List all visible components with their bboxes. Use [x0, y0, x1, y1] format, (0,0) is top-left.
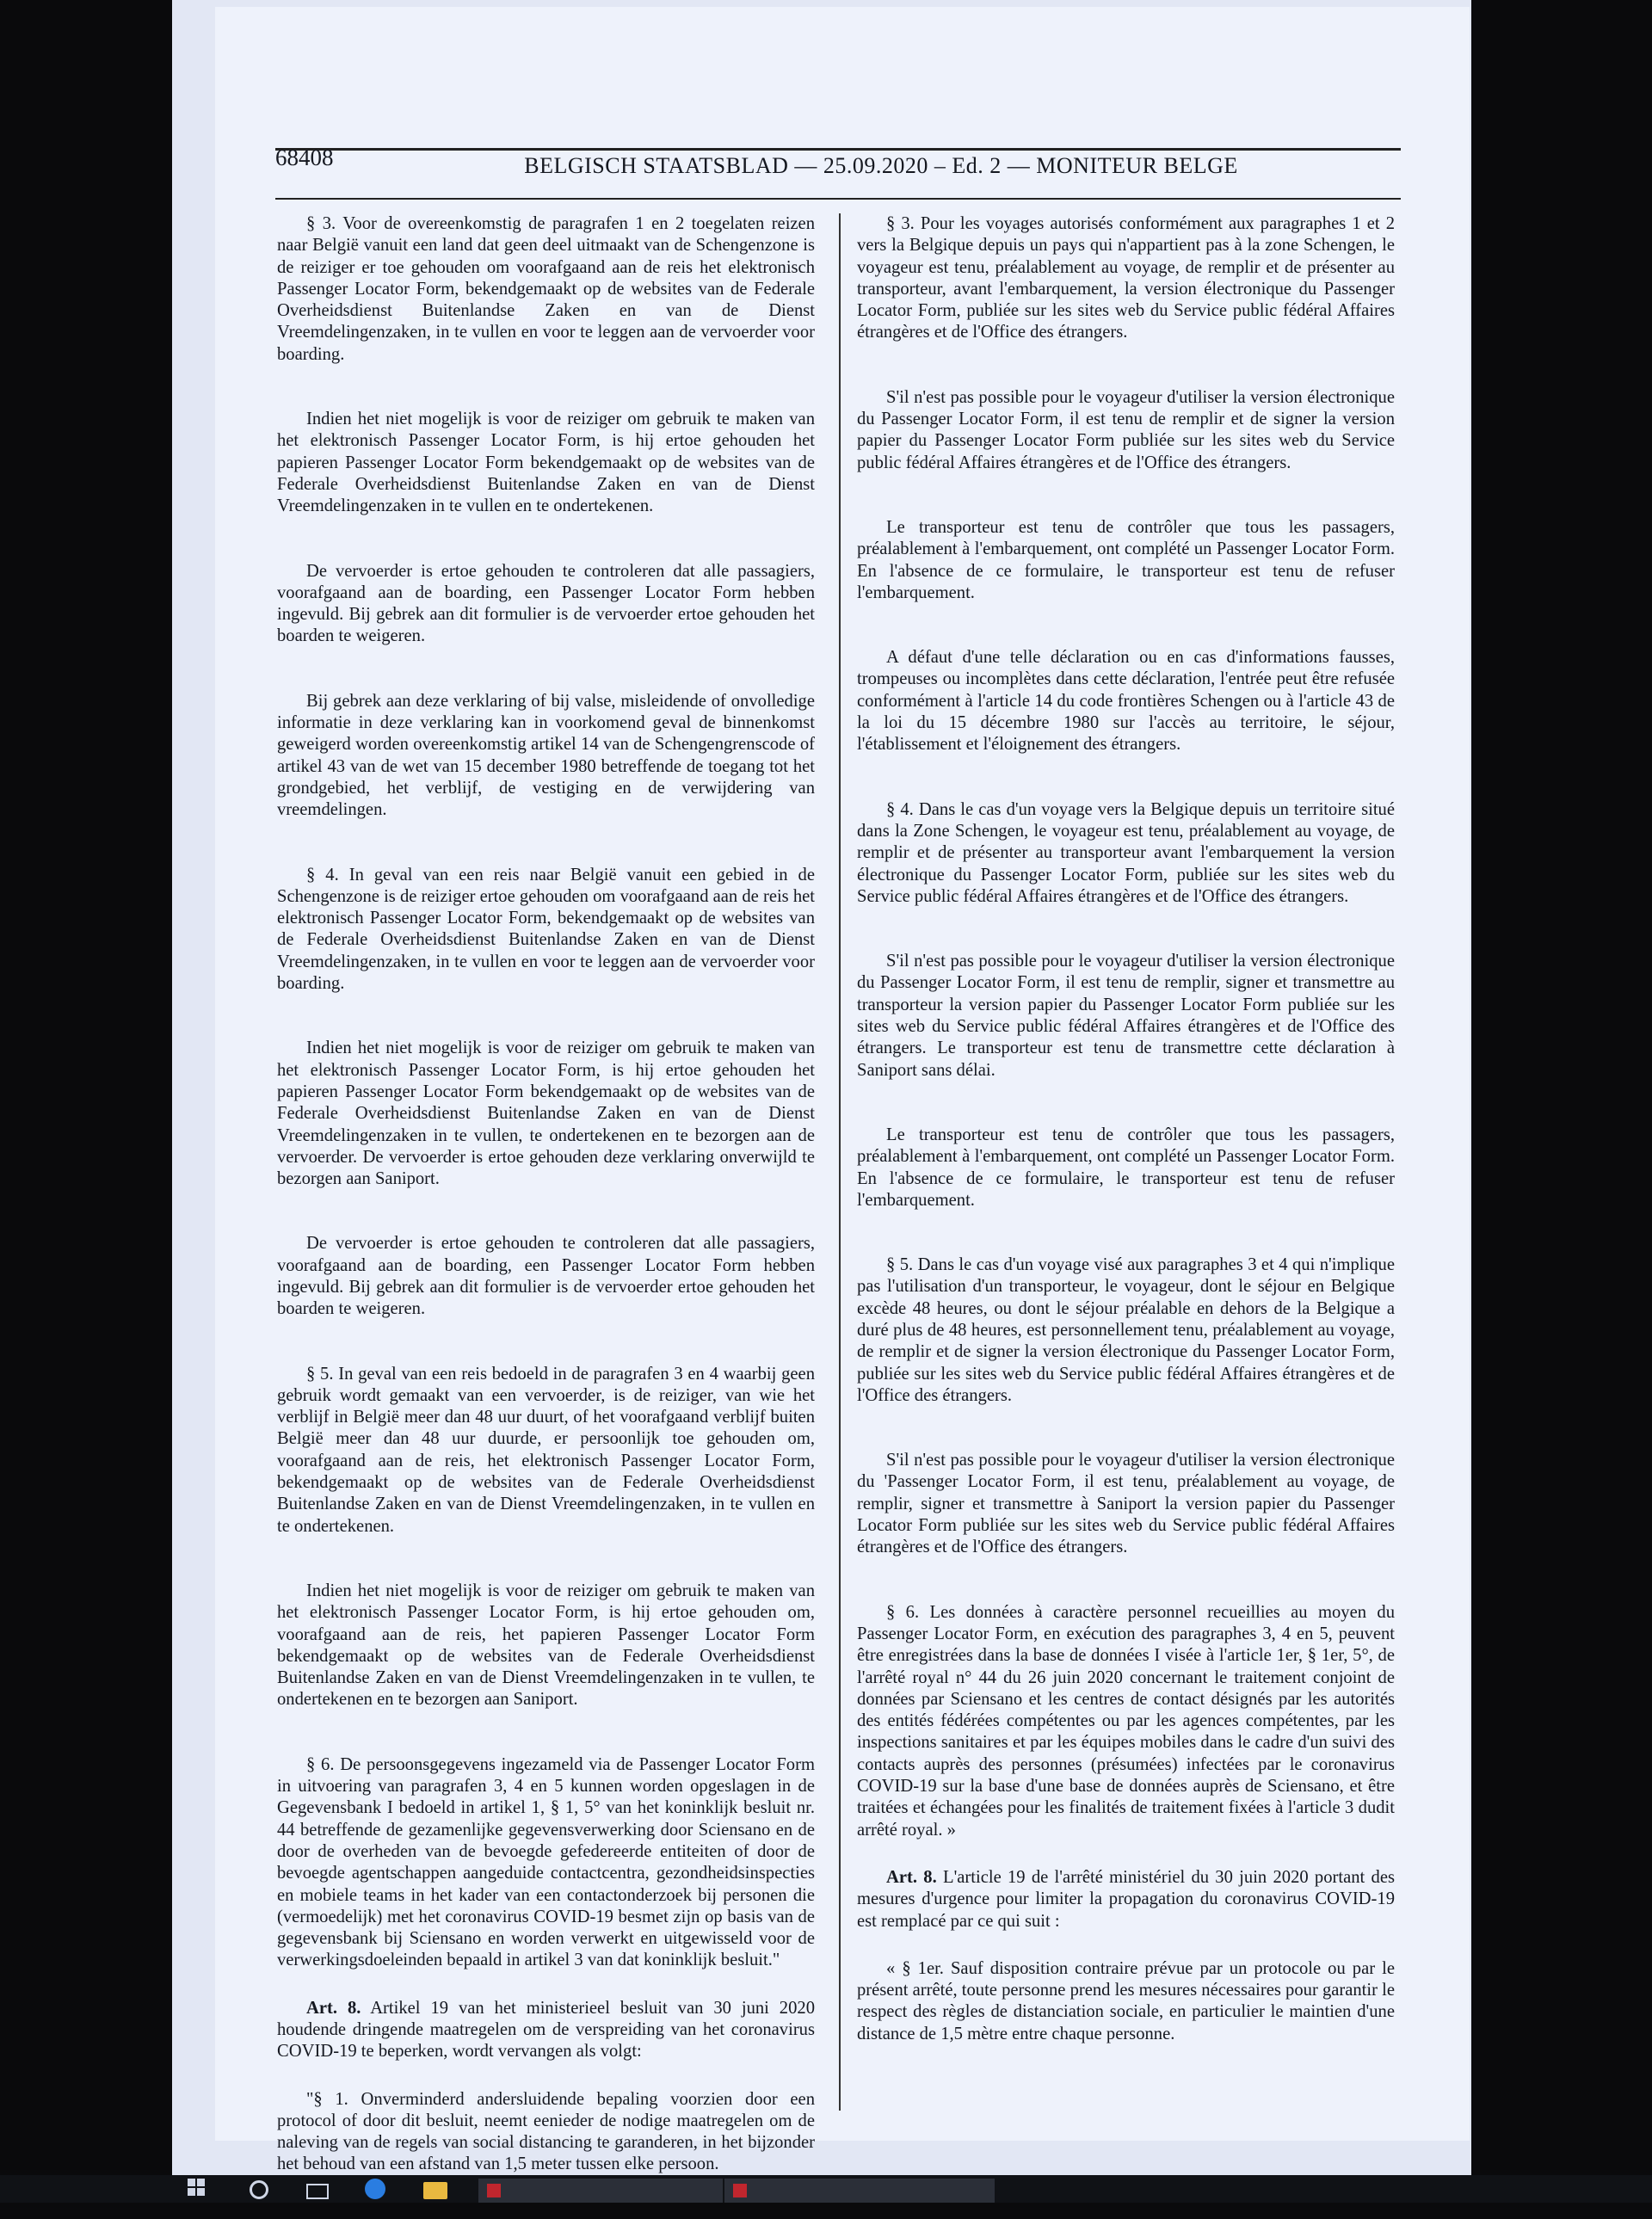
nl-paragraph: § 3. Voor de overeenkomstig de paragrafen 1 en 2 toegelaten reizen naar België vanuit een land dat geen deel uitmaakt van de Schengenzone is de reiziger er toe gehouden om voorafgaand aan de reis het elektronisch Passenger Locator Form, bekendgemaakt op de websites van de Federale Overheidsdienst Buitenlandse Zaken en van de Dienst Vreemdelingenzaken, in te vullen en voor te leggen aan de vervoerder voor boarding. — [277, 214, 815, 364]
nl-paragraph: Bij gebrek aan deze verklaring of bij valse, misleidende of onvolledige informatie in deze verklaring kan in voorkomend geval de binnenkomst geweigerd worden overeenkomstig artikel 14 van de Schengengrenscode of artikel 43 van de wet van 15 december 1980 betreffende de toegang tot het grondgebied, het verblijf, de vestiging en de verwijdering van vreemdelingen. — [277, 691, 815, 820]
header-rule-top — [275, 148, 1401, 151]
taskbar-app-pdf-2[interactable] — [724, 2179, 995, 2203]
fr-article-label: Art. 8. — [886, 1867, 937, 1887]
gazette-title: BELGISCH STAATSBLAD — 25.09.2020 – Ed. 2 — MONITEUR BELGE — [524, 153, 1238, 178]
nl-article-8 — [277, 1998, 815, 2063]
fr-paragraph: S'il n'est pas possible pour le voyageur d'utiliser la version électronique du 'Passenger Locator Form, il est tenu, préalablement au voyage, de remplir, signer et transmettre à Saniport la version papier du Passenger Locator Form publiée sur les sites web du Service public fédéral Affaires étrangères et de l'Office des étrangers. — [857, 1451, 1395, 1557]
nl-paragraph: § 6. De persoonsgegevens ingezameld via de Passenger Locator Form in uitvoering van paragrafen 3, 4 en 5 kunnen worden opgeslagen in de Gegevensbank I bedoeld in artikel 1, § 1, 5° van het koninklijk besluit nr. 44 betreffende de gezamenlijke gegevensverwerking door Sciensano en de door de overheden van de bevoegde gefedereerde entiteiten of door de bevoegde agentschappen aangeduide contactcentra, gezondheidsinspecties en mobiele teams in het kader van een contactonderzoek bij personen die (vermoedelijk) met het coronavirus COVID-19 besmet zijn op basis van de gegevensbank bij Sciensano en worden verwerkt en uitgewisseld voor de verwerkingsdoeleinden bepaald in artikel 3 van dat koninklijk besluit." — [277, 1754, 815, 1970]
fr-paragraph: S'il n'est pas possible pour le voyageur d'utiliser la version électronique du Passenger Locator Form, il est tenu de remplir, signer et transmettre au transporteur la version papier du Passenger Locator Form publiée sur les sites web du Service public fédéral Affaires étrangères et de l'Office des étrangers. Le transporteur est tenu de transmettre cette déclaration à Saniport sans délai. — [857, 952, 1395, 1080]
fr-paragraph: § 4. Dans le cas d'un voyage vers la Belgique depuis un territoire situé dans la Zone Schengen, le voyageur est tenu, préalablement au voyage, de remplir et de présenter au transporteur avant l'embarquement la version électronique du Passenger Locator Form, publiée sur les sites web du Service public fédéral Affaires étrangères et de l'Office des étrangers. — [857, 799, 1395, 906]
nl-paragraph: Indien het niet mogelijk is voor de reiziger om gebruik te maken van het elektronisch Passenger Locator Form, is hij ertoe gehouden het papieren Passenger Locator Form bekendgemaakt op de websites van de Federale Overheidsdienst Buitenlandse Zaken en van de Dienst Vreemdelingenzaken in te vullen, te ondertekenen en te bezorgen aan de vervoerder. De vervoerder is ertoe gehouden deze verklaring onverwijld te bezorgen aan Saniport. — [277, 1039, 815, 1189]
nl-paragraph: § 4. In geval van een reis naar België vanuit een gebied in de Schengenzone is de reiziger ertoe gehouden om voorafgaand aan de reis het elektronisch Passenger Locator Form, bekendgemaakt op de websites van de Federale Overheidsdienst Buitenlandse Zaken en van de Dienst Vreemdelingenzaken, in te vullen en voor te leggen aan de vervoerder voor boarding. — [277, 865, 815, 994]
document-page — [215, 7, 1470, 2174]
fr-paragraph: § 3. Pour les voyages autorisés conformément aux paragraphes 1 et 2 vers la Belgique depuis un pays qui n'appartient pas à la zone Schengen, le voyageur est tenu, préalablement au voyage, de remplir et de présenter au transporteur, avant l'embarquement, la version électronique du Passenger Locator Form, publiée sur les sites web du Service public fédéral Affaires étrangères et de l'Office des étrangers. — [857, 214, 1395, 342]
fr-paragraph: S'il n'est pas possible pour le voyageur d'utiliser la version électronique du Passenger Locator Form, il est tenu de remplir et de signer la version papier du Passenger Locator Form publiée sur les sites web du Service public fédéral Affaires étrangères et de l'Office des étrangers. — [857, 387, 1395, 472]
taskbar-app-pdf-1[interactable] — [478, 2179, 723, 2203]
column-divider — [839, 213, 841, 2111]
dutch-column — [277, 213, 815, 2219]
windows-start-icon[interactable] — [188, 2179, 206, 2199]
nl-paragraph-last: "§ 1. Onverminderd andersluidende bepaling voorzien door een protocol of door dit besluit, neemt eenieder de nodige maatregelen om de naleving van de regels van social distancing te garanderen, in het bijzonder het behoud van een afstand van 1,5 meter tussen elke persoon. — [277, 2089, 815, 2174]
search-icon[interactable] — [250, 2180, 268, 2199]
fr-paragraph: § 6. Les données à caractère personnel recueillies au moyen du Passenger Locator Form, en exécution des paragraphes 3, 4 en 5, peuvent être enregistrées dans la base de données I visée à l'article 1er, § 1er, 5°, de l'arrêté royal n° 44 du 26 juin 2020 concernant le traitement conjoint de données par Sciensano et les centres de contact désignés par les autorités des entités fédérées compétentes ou par les agences compétentes, par les inspections sanitaires et par les équipes mobiles dans le cadre d'un suivi des contacts auprès des personnes (présumées) infectées par le coronavirus COVID-19 sur la base d'une base de données auprès de Sciensano, et être traitées et échangées pour les finalités de traitement fixées à l'article 3 dudit arrêté royal. » — [857, 1602, 1395, 1840]
header-rule-bottom — [275, 198, 1401, 200]
fr-article-8 — [857, 1867, 1395, 1932]
french-column — [857, 213, 1395, 2088]
nl-article-label: Art. 8. — [306, 1998, 361, 2018]
fr-paragraph: A défaut d'une telle déclaration ou en cas d'informations fausses, trompeuses ou incomplètes dans cette déclaration, l'entrée peut être refusée conformément à l'article 14 du code frontières Schengen ou à l'article 43 de la loi du 15 décembre 1980 sur l'accès au territoire, le séjour, l'établissement et l'éloignement des étrangers. — [857, 648, 1395, 755]
nl-paragraph: De vervoerder is ertoe gehouden te controleren dat alle passagiers, voorafgaand aan de boarding, een Passenger Locator Form hebben ingevuld. Bij gebrek aan dit formulier is de vervoerder ertoe gehouden het boarden te weigeren. — [277, 561, 815, 646]
nl-article-text: Artikel 19 van het ministerieel besluit van 30 juni 2020 houdende dringende maatregelen om de verspreiding van het coronavirus COVID-19 te beperken, wordt vervangen als volgt: — [277, 1998, 815, 2062]
nl-paragraph: § 5. In geval van een reis bedoeld in de paragrafen 3 en 4 waarbij geen gebruik wordt gemaakt van een vervoerder, is de reiziger, van wie het verblijf in België meer dan 48 uur duurt, of het voorafgaand verblijf buiten België meer dan 48 uur duurde, er persoonlijk toe gehouden om, voorafgaand aan de reis, het elektronisch Passenger Locator Form, bekendgemaakt op de websites van de Federale Overheidsdienst Buitenlandse Zaken en van de Dienst Vreemdelingenzaken, in te vullen en te ondertekenen. — [277, 1364, 815, 1536]
fr-article-text: L'article 19 de l'arrêté ministériel du 30 juin 2020 portant des mesures d'urgence pour limiter la propagation du coronavirus COVID-19 est remplacé par ce qui suit : — [857, 1867, 1395, 1931]
nl-paragraph: Indien het niet mogelijk is voor de reiziger om gebruik te maken van het elektronisch Passenger Locator Form, is hij ertoe gehouden om, voorafgaand aan de reis, het papieren Passenger Locator Form bekendgemaakt op de websites van de Federale Overheidsdienst Buitenlandse Zaken en van de Dienst Vreemdelingenzaken in te vullen, te ondertekenen en te bezorgen aan Saniport. — [277, 1581, 815, 1710]
fr-paragraph: Le transporteur est tenu de contrôler que tous les passagers, préalablement à l'embarquement, ont complété un Passenger Locator Form. En l'absence de ce formulaire, le transporteur est tenu de refuser l'embarquement. — [857, 517, 1395, 602]
browser-icon[interactable] — [365, 2179, 385, 2199]
page-number: 68408 — [275, 145, 334, 170]
nl-paragraph: De vervoerder is ertoe gehouden te controleren dat alle passagiers, voorafgaand aan de boarding, een Passenger Locator Form hebben ingevuld. Bij gebrek aan dit formulier is de vervoerder ertoe gehouden het boarden te weigeren. — [277, 1234, 815, 1319]
folder-icon[interactable] — [423, 2182, 447, 2199]
nl-paragraph: Indien het niet mogelijk is voor de reiziger om gebruik te maken van het elektronisch Passenger Locator Form, is hij ertoe gehouden het papieren Passenger Locator Form bekendgemaakt op de websites van de Federale Overheidsdienst Buitenlandse Zaken en van de Dienst Vreemdelingenzaken in te vullen en te ondertekenen. — [277, 410, 815, 516]
fr-paragraph: Le transporteur est tenu de contrôler que tous les passagers, préalablement à l'embarquement, ont complété un Passenger Locator Form. En l'absence de ce formulaire, le transporteur est tenu de refuser l'embarquement. — [857, 1125, 1395, 1210]
task-view-icon[interactable] — [306, 2184, 329, 2199]
fr-paragraph-last: « § 1er. Sauf disposition contraire prévue par un protocole ou par le présent arrêté, toute personne prend les mesures nécessaires pour garantir le respect des règles de distanciation sociale, en particulier le maintien d'une distance de 1,5 mètre entre chaque personne. — [857, 1958, 1395, 2043]
fr-paragraph: § 5. Dans le cas d'un voyage visé aux paragraphes 3 et 4 qui n'implique pas l'utilisation d'un transporteur, le voyageur, dont le séjour en Belgique excède 48 heures, ou dont le séjour préalable en dehors de la Belgique a duré plus de 48 heures, est personnellement tenu, préalablement au voyage, de remplir et de signer la version électronique du Passenger Locator Form, publiée sur les sites web du Service public fédéral Affaires étrangères et de l'Office des étrangers. — [857, 1255, 1395, 1405]
